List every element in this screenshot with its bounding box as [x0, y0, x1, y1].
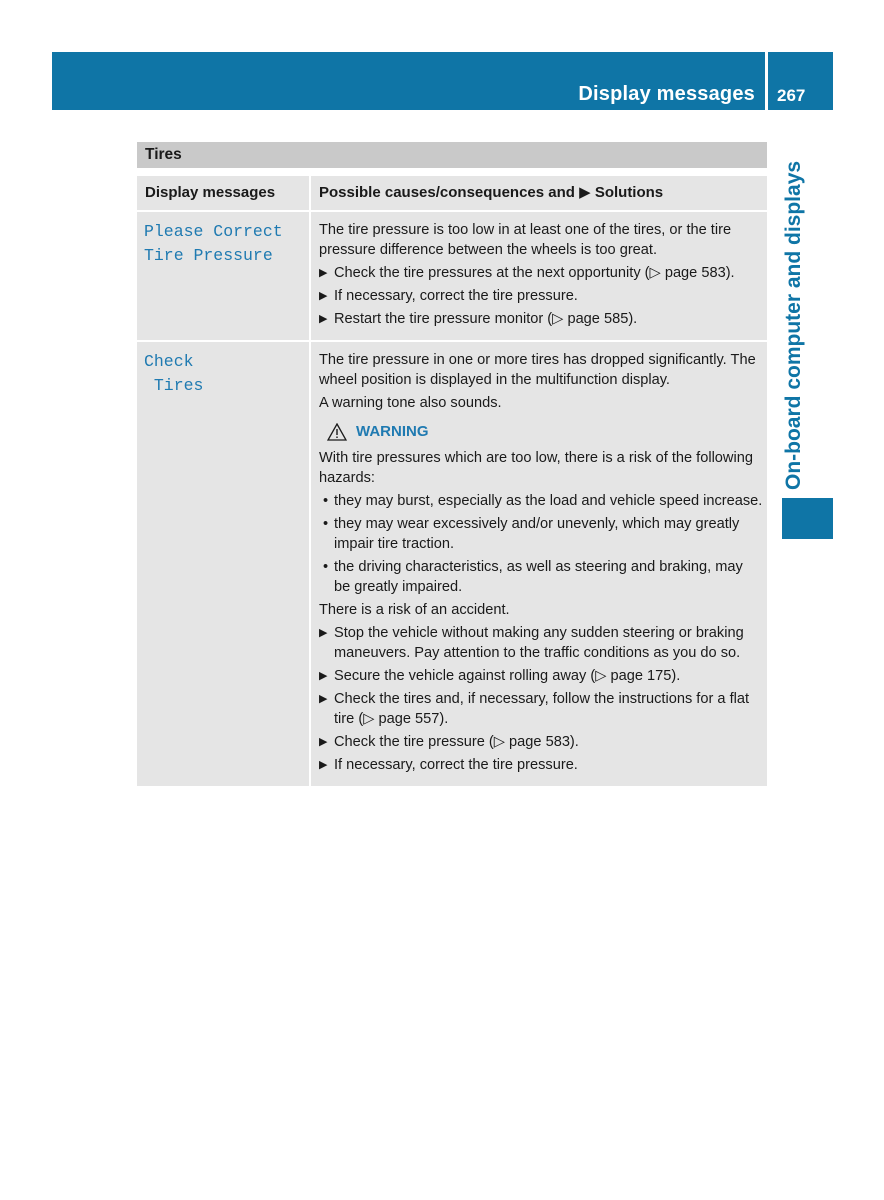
solution-step [319, 755, 763, 775]
hazard-bullet [319, 557, 763, 597]
table-row [137, 340, 767, 786]
solution-step [319, 309, 763, 329]
solution-step-text: If necessary, correct the tire pressure. [334, 288, 578, 304]
cause-text: A warning tone also sounds. [319, 395, 502, 411]
hazard-text: they may wear excessively and/or unevenly, which may greatly impair tire traction. [334, 516, 740, 552]
bullet-dot-icon: • [323, 493, 329, 509]
page-number: 267 [777, 86, 806, 105]
triangle-right-icon: ▶ [319, 670, 328, 682]
side-tab-marker [782, 498, 833, 539]
display-message-line: Please Correct [144, 222, 283, 241]
risk-text: There is a risk of an accident. [319, 602, 510, 618]
triangle-right-icon: ▶ [319, 290, 328, 302]
display-message-line: Tires [144, 375, 204, 395]
page-number-box [768, 52, 833, 110]
display-messages-table [137, 142, 767, 786]
table-header-row [137, 176, 767, 210]
column-header-display-messages: Display messages [145, 184, 276, 201]
display-message-cell [137, 212, 309, 340]
display-message-cell [137, 342, 309, 786]
cause-text: The tire pressure is too low in at least one of the tires, or the tire pressure difference between the wheels is too great. [319, 222, 732, 258]
hazard-text: the driving characteristics, as well as steering and braking, may be greatly impaired. [334, 559, 743, 595]
triangle-right-icon: ▶ [319, 313, 328, 325]
triangle-right-icon: ▶ [319, 736, 328, 748]
solution-step [319, 666, 763, 686]
solution-step-text: Stop the vehicle without making any sudden steering or braking maneuvers. Pay attention to the traffic conditions as you do so. [334, 625, 744, 661]
triangle-right-icon: ▶ [319, 267, 328, 279]
side-tab-label [780, 155, 808, 490]
triangle-right-icon: ▶ [319, 693, 328, 705]
causes-solutions-cell [309, 212, 767, 340]
causes-solutions-cell [309, 342, 767, 786]
side-tab-text: On-board computer and displays [782, 160, 805, 490]
solution-step [319, 732, 763, 752]
display-message-line: Tire Pressure [144, 245, 273, 265]
solution-step-text: Restart the tire pressure monitor (▷ page 585). [334, 311, 638, 327]
warning-heading [327, 422, 763, 442]
triangle-right-icon: ▶ [319, 759, 328, 771]
warning-triangle-icon [327, 423, 347, 441]
warning-label: WARNING [356, 423, 429, 440]
solution-step-text: Check the tires and, if necessary, follow the instructions for a flat tire (▷ page 557). [334, 691, 750, 727]
hazard-bullet [319, 491, 763, 511]
solution-step-text: Secure the vehicle against rolling away (▷ page 175). [334, 668, 681, 684]
table-title: Tires [137, 142, 767, 168]
solution-step [319, 623, 763, 663]
warning-text: With tire pressures which are too low, there is a risk of the following hazards: [319, 450, 753, 486]
solution-step-text: Check the tire pressures at the next opportunity (▷ page 583). [334, 265, 735, 281]
bullet-dot-icon: • [323, 516, 329, 532]
solution-step [319, 263, 763, 283]
cause-text: The tire pressure in one or more tires has dropped significantly. The wheel position is displayed in the multifunction display. [319, 352, 756, 388]
solution-step-text: If necessary, correct the tire pressure. [334, 757, 578, 773]
table-row [137, 210, 767, 340]
hazard-bullet [319, 514, 763, 554]
header-bar [52, 52, 765, 110]
hazard-text: they may burst, especially as the load and vehicle speed increase. [334, 493, 763, 509]
page-section-title: Display messages [578, 83, 755, 105]
display-message-line: Check [144, 352, 194, 371]
bullet-dot-icon: • [323, 559, 329, 575]
triangle-right-icon: ▶ [319, 627, 328, 639]
column-header-causes-solutions: Possible causes/consequences and ▶ Solutions [309, 176, 767, 210]
solution-step [319, 689, 763, 729]
solution-step-text: Check the tire pressure (▷ page 583). [334, 734, 579, 750]
solution-step [319, 286, 763, 306]
